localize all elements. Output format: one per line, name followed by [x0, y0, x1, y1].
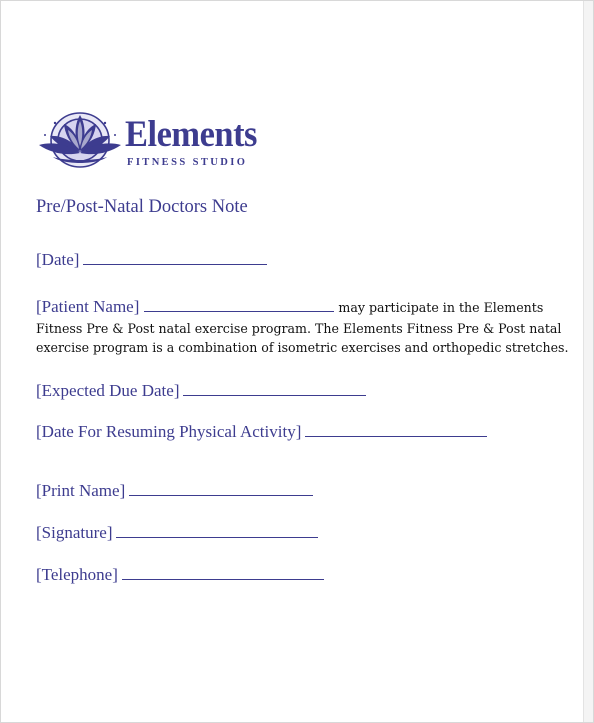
brand-tagline: FITNESS STUDIO	[127, 157, 248, 168]
patient-name-line	[36, 297, 543, 317]
date-label: [Date]	[36, 250, 80, 269]
participation-text-1: may participate in the Elements	[338, 300, 544, 315]
print-name-field	[36, 481, 313, 501]
brand-name: Elements	[125, 114, 258, 155]
expected-due-date-field	[36, 381, 366, 401]
print-name-blank[interactable]	[129, 481, 313, 496]
resume-date-field	[36, 422, 487, 442]
lotus-icon	[35, 109, 125, 171]
signature-blank[interactable]	[116, 523, 318, 538]
telephone-field	[36, 565, 324, 585]
patient-name-label: [Patient Name]	[36, 297, 140, 316]
signature-label: [Signature]	[36, 523, 113, 542]
document-title: Pre/Post-Natal Doctors Note	[36, 197, 248, 217]
brand-logo	[35, 109, 285, 181]
telephone-label: [Telephone]	[36, 565, 118, 584]
date-field	[36, 250, 267, 270]
expected-due-date-blank[interactable]	[183, 381, 366, 396]
print-name-label: [Print Name]	[36, 481, 126, 500]
resume-date-blank[interactable]	[305, 422, 487, 437]
expected-due-date-label: [Expected Due Date]	[36, 381, 180, 400]
patient-name-blank[interactable]	[144, 297, 334, 312]
signature-field	[36, 523, 318, 543]
date-blank[interactable]	[83, 250, 267, 265]
participation-text-3: exercise program is a combination of isometric exercises and orthopedic stretches.	[36, 340, 569, 355]
telephone-blank[interactable]	[122, 565, 324, 580]
scrollbar[interactable]	[583, 1, 593, 722]
participation-text-2: Fitness Pre & Post natal exercise program. The Elements Fitness Pre & Post natal	[36, 321, 562, 336]
resume-date-label: [Date For Resuming Physical Activity]	[36, 422, 302, 441]
